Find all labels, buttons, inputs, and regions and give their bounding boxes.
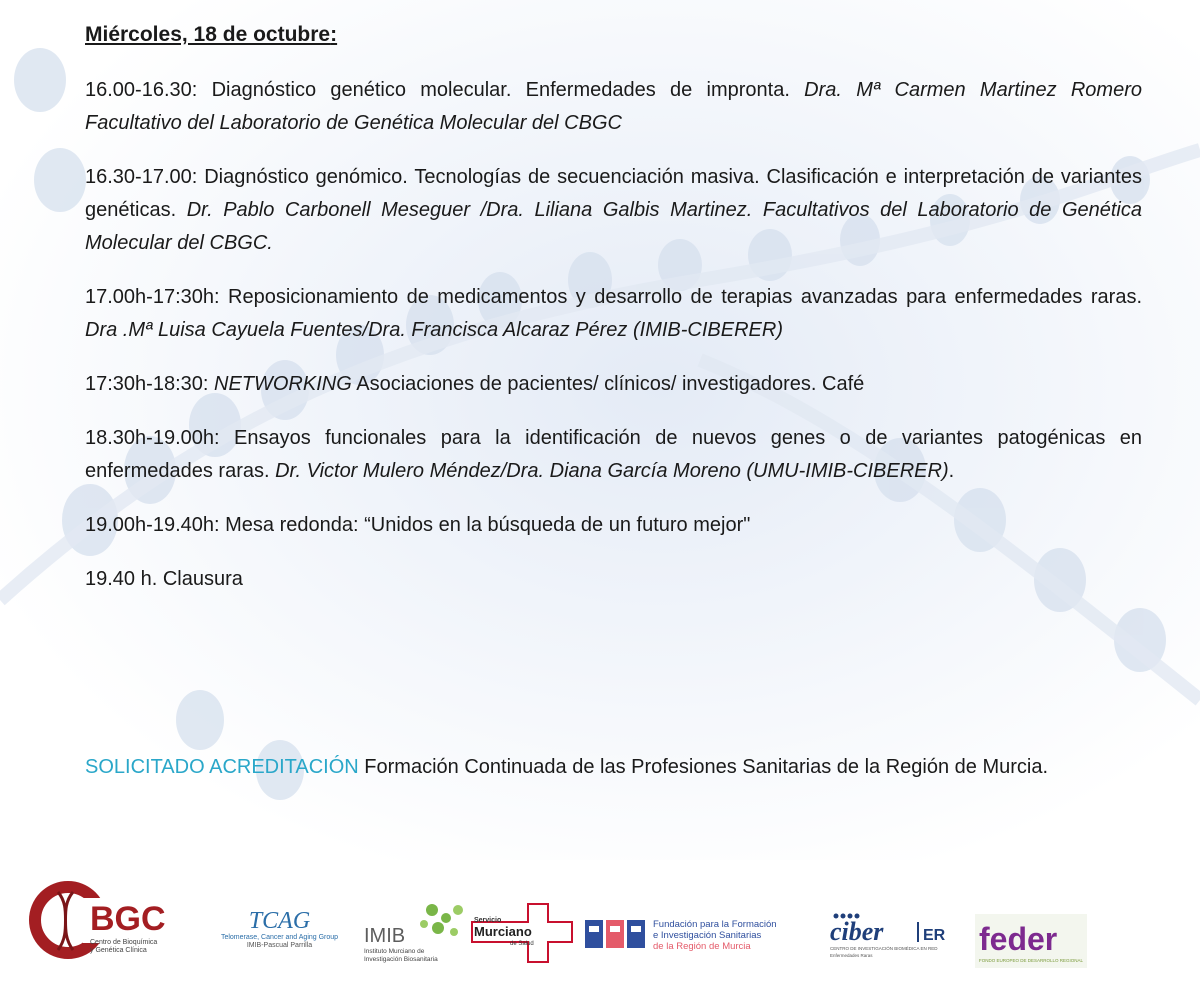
session-text: Asociaciones de pacientes/ clínicos/ investigadores. Café <box>351 373 865 395</box>
agenda-item <box>85 563 1142 596</box>
session-speakers: Dr. Victor Mulero Méndez/Dra. Diana García Moreno (UMU-IMIB-CIBERER) <box>275 460 949 482</box>
svg-text:Investigación Biosanitaria: Investigación Biosanitaria <box>364 956 438 963</box>
session-text: Reposicionamiento de medicamentos y desarrollo de terapias avanzadas para enfermedades raras. <box>219 286 1142 308</box>
svg-text:de la Región de Murcia: de la Región de Murcia <box>653 941 751 952</box>
imib-logo <box>362 898 472 966</box>
svg-text:Servicio: Servicio <box>474 917 502 924</box>
svg-text:Instituto Murciano de: Instituto Murciano de <box>364 948 425 955</box>
feder-wordmark-icon <box>975 914 1087 968</box>
sms-logo <box>470 900 578 966</box>
session-time: 16.00-16.30: <box>85 79 198 101</box>
session-text: Mesa redonda: “Unidos en la búsqueda de un futuro mejor" <box>219 514 751 536</box>
svg-text:ciber: ciber <box>830 917 884 946</box>
svg-text:y Genética Clínica: y Genética Clínica <box>90 947 147 954</box>
agenda-item <box>85 281 1142 347</box>
svg-text:e Investigación Sanitarias: e Investigación Sanitarias <box>653 930 762 941</box>
svg-text:Centro de Bioquímica: Centro de Bioquímica <box>90 939 158 946</box>
session-text: Clausura <box>157 568 243 590</box>
cbgc-dna-icon <box>28 880 183 965</box>
accreditation-highlight: SOLICITADO ACREDITACIÓN <box>85 756 359 778</box>
session-speakers: Dr. Pablo Carbonell Meseguer /Dra. Liliana Galbis Martinez. Facultativos del Laboratorio de Genética Molecular del CBGC. <box>85 199 1142 254</box>
svg-text:Fundación para la Formación: Fundación para la Formación <box>653 919 777 930</box>
imib-molecule-icon <box>362 898 472 966</box>
sponsor-logos <box>0 870 1200 980</box>
svg-text:feder: feder <box>979 921 1058 957</box>
session-time: 17.00h-17:30h: <box>85 286 220 308</box>
svg-text:CENTRO DE INVESTIGACIÓN BIOMÉD: CENTRO DE INVESTIGACIÓN BIOMÉDICA EN RED <box>830 946 938 951</box>
session-time: 17:30h-18:30: <box>85 373 209 395</box>
svg-text:FONDO EUROPEO DE DESARROLLO RE: FONDO EUROPEO DE DESARROLLO REGIONAL <box>979 958 1084 963</box>
day-title: Miércoles, 18 de octubre: <box>85 23 338 46</box>
session-time: 16.30-17.00: <box>85 166 198 188</box>
cbgc-logo <box>28 880 183 965</box>
session-time: 19.00h-19.40h: <box>85 514 220 536</box>
session-speakers: Dra .Mª Luisa Cayuela Fuentes/Dra. Francisca Alcaraz Pérez (IMIB-CIBERER) <box>85 319 783 341</box>
feder-logo <box>975 914 1087 968</box>
svg-text:ER: ER <box>923 927 946 944</box>
tcag-title: TCAG <box>248 908 311 934</box>
svg-text:IMIB: IMIB <box>364 925 406 947</box>
ciber-dots-icon <box>830 910 960 962</box>
svg-text:Enfermedades Raras: Enfermedades Raras <box>830 953 873 958</box>
accreditation-note <box>85 752 1048 782</box>
agenda-item <box>85 161 1142 260</box>
ciber-logo <box>830 910 960 962</box>
agenda-item <box>85 368 1142 401</box>
accreditation-text: Formación Continuada de las Profesiones Sanitarias de la Región de Murcia. <box>358 756 1049 778</box>
session-text: Diagnóstico genético molecular. Enfermedades de impronta. <box>197 79 805 101</box>
session-text: Diagnóstico genómico. Tecnologías de secuenciación masiva. Clasificación e interpretación de variantes genéticas. <box>85 166 1142 221</box>
ffis-mark-icon <box>585 914 815 954</box>
session-speakers: Dra. Mª Carmen Martinez Romero Facultativo del Laboratorio de Genética Molecular del CBGC <box>85 79 1142 134</box>
sms-cross-icon <box>470 900 578 966</box>
agenda-item <box>85 74 1142 140</box>
svg-text:Murciano: Murciano <box>474 924 532 939</box>
session-time: 18.30h-19.00h: <box>85 427 220 449</box>
ffis-logo <box>585 914 815 954</box>
tcag-logo: TCAG Telomerase, Cancer and Aging Group IMIB-Pascual Parrilla <box>212 908 347 963</box>
agenda-item: 18.30h-19.00h: Ensayos funcionales para la identificación de nuevos genes o de variantes patogénicas en enfermedades raras. Dr. Victor Mulero Méndez/Dra. Diana García Moreno (UMU-IMIB-CIBERER). <box>85 427 1142 482</box>
session-time: 19.40 h. <box>85 568 158 590</box>
svg-text:de Salud: de Salud <box>510 941 534 947</box>
agenda-item <box>85 509 1142 542</box>
session-text: Ensayos funcionales para la identificación de nuevos genes o de variantes patogénicas en enfermedades raras. <box>85 427 1142 482</box>
session-highlight: NETWORKING <box>214 373 352 395</box>
agenda <box>85 20 1142 617</box>
svg-text:BGC: BGC <box>90 900 166 938</box>
